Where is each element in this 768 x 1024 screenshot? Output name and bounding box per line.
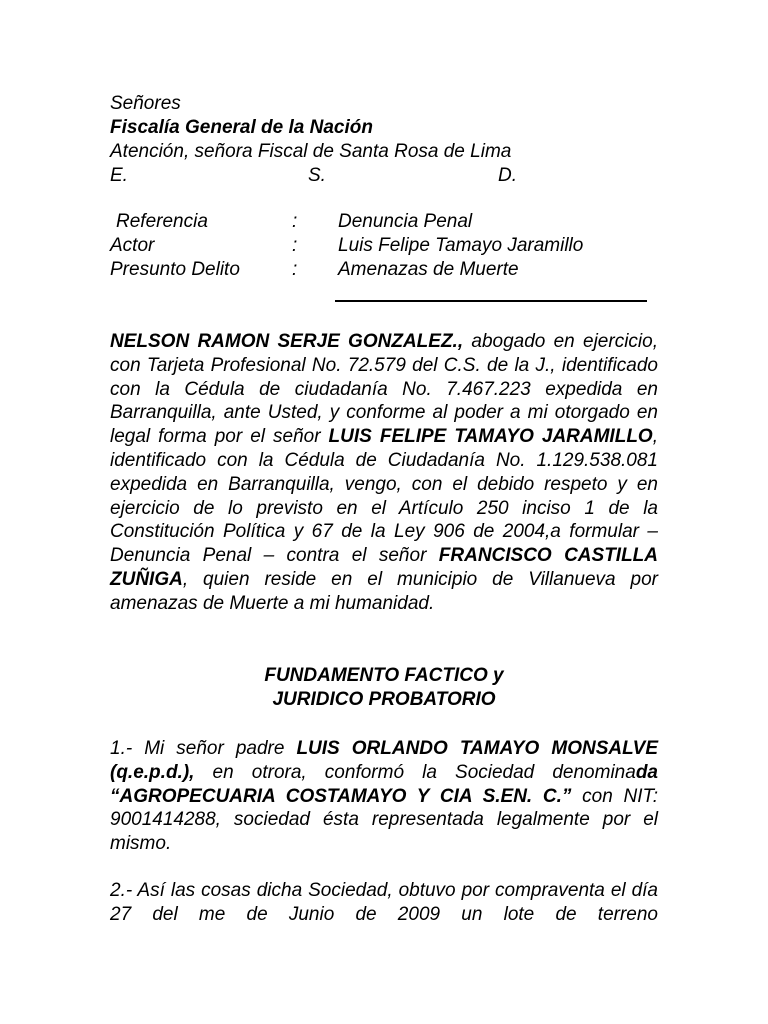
- actor-row: [110, 234, 658, 258]
- esd-e: E.: [110, 165, 128, 186]
- company-name: da “AGROPECUARIA COSTAMAYO Y CIA S.EN. C.”: [110, 761, 658, 807]
- greeting: Señores: [110, 93, 181, 114]
- offense-colon: :: [292, 259, 298, 280]
- actor-colon: :: [292, 235, 298, 256]
- intro-paragraph: [110, 330, 658, 616]
- attention-line: Atención, señora Fiscal de Santa Rosa de Lima: [110, 141, 512, 162]
- section-heading: [110, 664, 658, 712]
- intro-text-2: , identificado con la Cédula de Ciudadanía No. 1.129.538.081 expedida en Barranquilla, vengo, con el debido respeto y en ejercicio de lo previsto en el Artículo 250 inciso 1 de la Constitución Política y 67 de la Ley 906 de 2004,a formular – Denuncia Penal – contra el señor: [110, 426, 658, 567]
- lawyer-name: NELSON RAMON SERJE GONZALEZ.,: [110, 331, 464, 352]
- fact-1-text-1: en otrora, conformó la Sociedad denomina: [194, 761, 636, 783]
- addressee-entity: Fiscalía General de la Nación: [110, 117, 373, 138]
- esd-s: S.: [308, 165, 326, 186]
- reference-value: Denuncia Penal: [338, 211, 473, 232]
- fact-paragraph-2: 2.- Así las cosas dicha Sociedad, obtuvo por compraventa el día 27 del me de Junio de 2009 un lote de terreno: [110, 880, 658, 925]
- esd-d: D.: [498, 165, 517, 186]
- offense-label: Presunto Delito: [110, 259, 240, 280]
- reference-row: [110, 210, 658, 234]
- actor-label: Actor: [110, 235, 155, 256]
- fact-paragraph-1: [110, 737, 658, 856]
- fact-1-text-2: con NIT: 9001414288, sociedad ésta representada legalmente por el mismo.: [110, 785, 658, 855]
- reference-underline: [335, 300, 647, 302]
- fact-1-prefix: 1.- Mi señor padre: [110, 738, 297, 759]
- section-heading-line-1: FUNDAMENTO FACTICO y: [264, 665, 504, 686]
- addressee-block: [110, 92, 658, 188]
- accused-name: FRANCISCO CASTILLA ZUÑIGA: [110, 545, 659, 590]
- section-heading-line-2: JURIDICO PROBATORIO: [272, 688, 496, 710]
- esd-line: [110, 164, 658, 188]
- father-name: LUIS ORLANDO TAMAYO MONSALVE (q.e.p.d.),: [110, 738, 658, 783]
- reference-label: Referencia: [116, 211, 208, 232]
- actor-value: Luis Felipe Tamayo Jaramillo: [338, 235, 584, 256]
- reference-table: [110, 210, 658, 282]
- intro-text-1: abogado en ejercicio, con Tarjeta Profesional No. 72.579 del C.S. de la J., identificado con la Cédula de ciudadanía No. 7.467.223 expedida en Barranquilla, ante Usted, y conforme al poder a mi otorgado en legal forma por el señor: [110, 331, 658, 448]
- offense-value: Amenazas de Muerte: [338, 259, 519, 280]
- client-name: LUIS FELIPE TAMAYO JARAMILLO: [328, 426, 653, 448]
- offense-row: [110, 258, 658, 282]
- intro-text-3: , quien reside en el municipio de Villanueva por amenazas de Muerte a mi humanidad.: [110, 568, 658, 614]
- reference-colon: :: [292, 211, 298, 232]
